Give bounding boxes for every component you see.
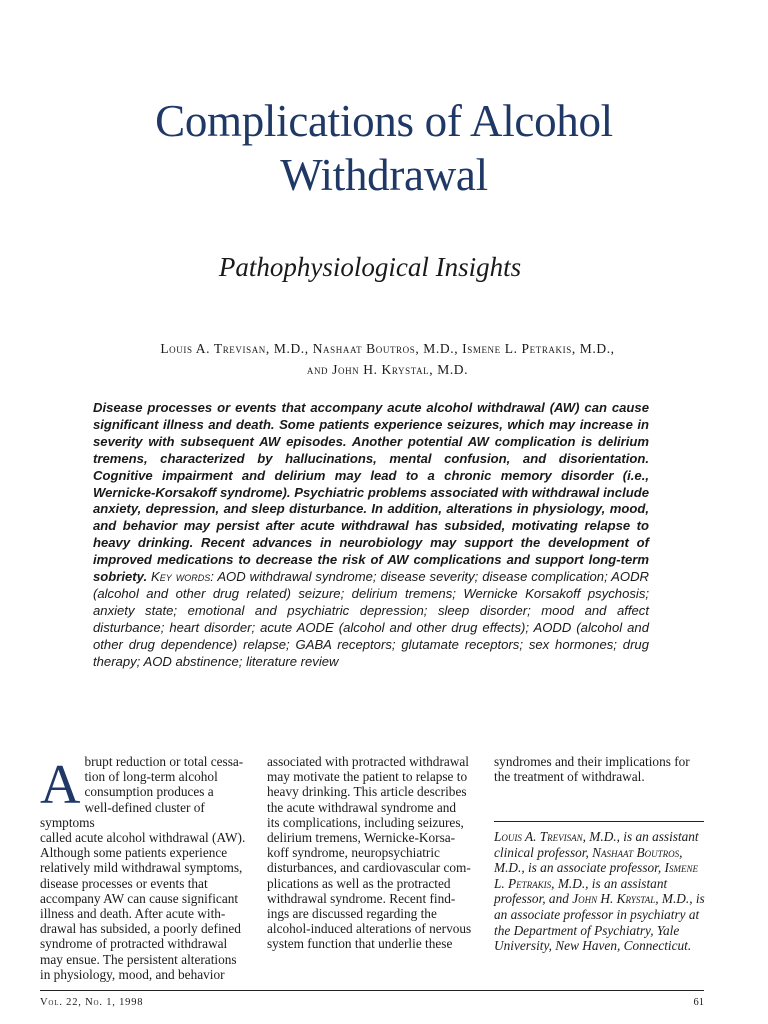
column-line: consumption produces a xyxy=(84,784,214,800)
column-line: well-defined cluster of symptoms xyxy=(40,799,205,830)
volume-info: Vol. 22, No. 1, 1998 xyxy=(40,997,144,1008)
column-line: drawal has subsided, a poorly defined xyxy=(40,921,241,937)
column-line: withdrawal syndrome. Recent find- xyxy=(267,890,456,906)
body-column-2 xyxy=(267,754,477,952)
footer-divider xyxy=(40,990,704,991)
keywords-text: AOD withdrawal syndrome; disease severity; disease complication; AODR (alcohol and other drug related) seizure; delirium tremens; Wernicke Korsakoff psychosis; anxiety state; emotional and psychiatric depression; sleep disorder; mood and affect disturbance; heart disorder; acute AODE (alcohol and other drug effects); AODD (alcohol and other drug dependence) relapse; GABA receptors; glutamate receptors; sex hormones; drug therapy; AOD abstinence; literature review xyxy=(93,569,650,669)
bio-divider xyxy=(494,821,704,822)
author-bio xyxy=(494,829,706,954)
abstract-text: Disease processes or events that accompany acute alcohol withdrawal (AW) can cause significant illness and death. Some patients experience seizures, which may increase in severity with subsequent AW episodes. Another potential AW complication is delirium tremens, characterized by hallucinations, mental confusion, and disorientation. Cognitive impairment and delirium may lead to a chronic memory disorder (i.e., Wernicke-Korsakoff syndrome). Psychiatric problems associated with withdrawal include anxiety, depression, and sleep disturbance. In addition, alterations in physiology, mood, and behavior may persist after acute withdrawal has subsided, motivating relapse to heavy drinking. Recent advances in neurobiology may support the development of improved medications to decrease the risk of AW complications and support long-term sobriety. xyxy=(93,400,649,585)
page-number: 61 xyxy=(693,997,704,1008)
bio-name-4: John H. Krystal xyxy=(572,891,656,907)
body-column-3 xyxy=(494,754,706,784)
authors-line-2: and John H. Krystal, M.D. xyxy=(306,362,469,377)
title-line-2: Withdrawal xyxy=(280,150,488,200)
column-line: ings are discussed regarding the xyxy=(267,906,437,922)
body-column-1 xyxy=(40,754,250,982)
column-line: syndromes and their implications for xyxy=(494,754,690,769)
article-subtitle: Pathophysiological Insights xyxy=(218,252,522,282)
column-line: disease processes or events that xyxy=(40,875,208,891)
column-line: in physiology, mood, and behavior xyxy=(40,966,225,982)
bio-text-3: , M.D., is an assistant professor, and xyxy=(494,875,668,907)
bio-text-1: , M.D., is an assistant clinical professor, xyxy=(494,829,699,860)
column-line: relatively mild withdrawal symptoms, xyxy=(40,860,243,876)
bio-name-2: Nashaat Boutros xyxy=(592,844,680,860)
column-line: brupt reduction or total cessa- xyxy=(84,754,244,769)
column-line: tion of long-term alcohol xyxy=(84,769,218,785)
column-line: delirium tremens, Wernicke-Korsa- xyxy=(267,830,456,846)
column-line: called acute alcohol withdrawal (AW). xyxy=(40,830,246,846)
column-line: associated with protracted withdrawal xyxy=(267,754,469,769)
bio-name-3: Ismene L. Petrakis xyxy=(494,860,698,891)
column-line: syndrome of protracted withdrawal xyxy=(40,936,228,952)
article-title xyxy=(0,94,768,202)
column-line: accompany AW can cause significant xyxy=(40,890,239,906)
column-2-text xyxy=(267,754,477,952)
column-line: illness and death. After acute with- xyxy=(40,906,226,922)
column-line: plications as well as the protracted xyxy=(267,875,451,891)
column-line: koff syndrome, neuropsychiatric xyxy=(267,845,440,861)
column-line: heavy drinking. This article describes xyxy=(267,784,467,800)
column-3-text xyxy=(494,754,706,784)
title-line-1: Complications of Alcohol xyxy=(155,96,613,146)
column-line: may ensue. The persistent alterations xyxy=(40,951,237,967)
column-line: the acute withdrawal syndrome and xyxy=(267,799,457,815)
drop-cap: A xyxy=(40,754,81,816)
authors-line-1: Louis A. Trevisan, M.D., Nashaat Boutros, M.D., Ismene L. Petrakis, M.D., xyxy=(160,341,615,356)
keywords-label: Key words: xyxy=(151,569,214,585)
bio-text-2: , M.D., is an associate professor, xyxy=(494,844,683,876)
column-line: system function that underlie these xyxy=(267,936,453,952)
column-line: its complications, including seizures, xyxy=(267,814,464,830)
bio-name-1: Louis A. Trevisan xyxy=(494,829,583,844)
column-line: the treatment of withdrawal. xyxy=(494,769,645,785)
column-line: may motivate the patient to relapse to xyxy=(267,769,468,785)
author-list xyxy=(80,338,695,380)
column-line: Although some patients experience xyxy=(40,845,228,861)
column-line: alcohol-induced alterations of nervous xyxy=(267,921,472,937)
abstract xyxy=(93,400,649,671)
bio-text-4: , M.D., is an associate professor in psychiatry at the Department of Psychiatry, Yale University, New Haven, Connecticut. xyxy=(494,891,705,954)
column-line: disturbances, and cardiovascular com- xyxy=(267,860,471,876)
